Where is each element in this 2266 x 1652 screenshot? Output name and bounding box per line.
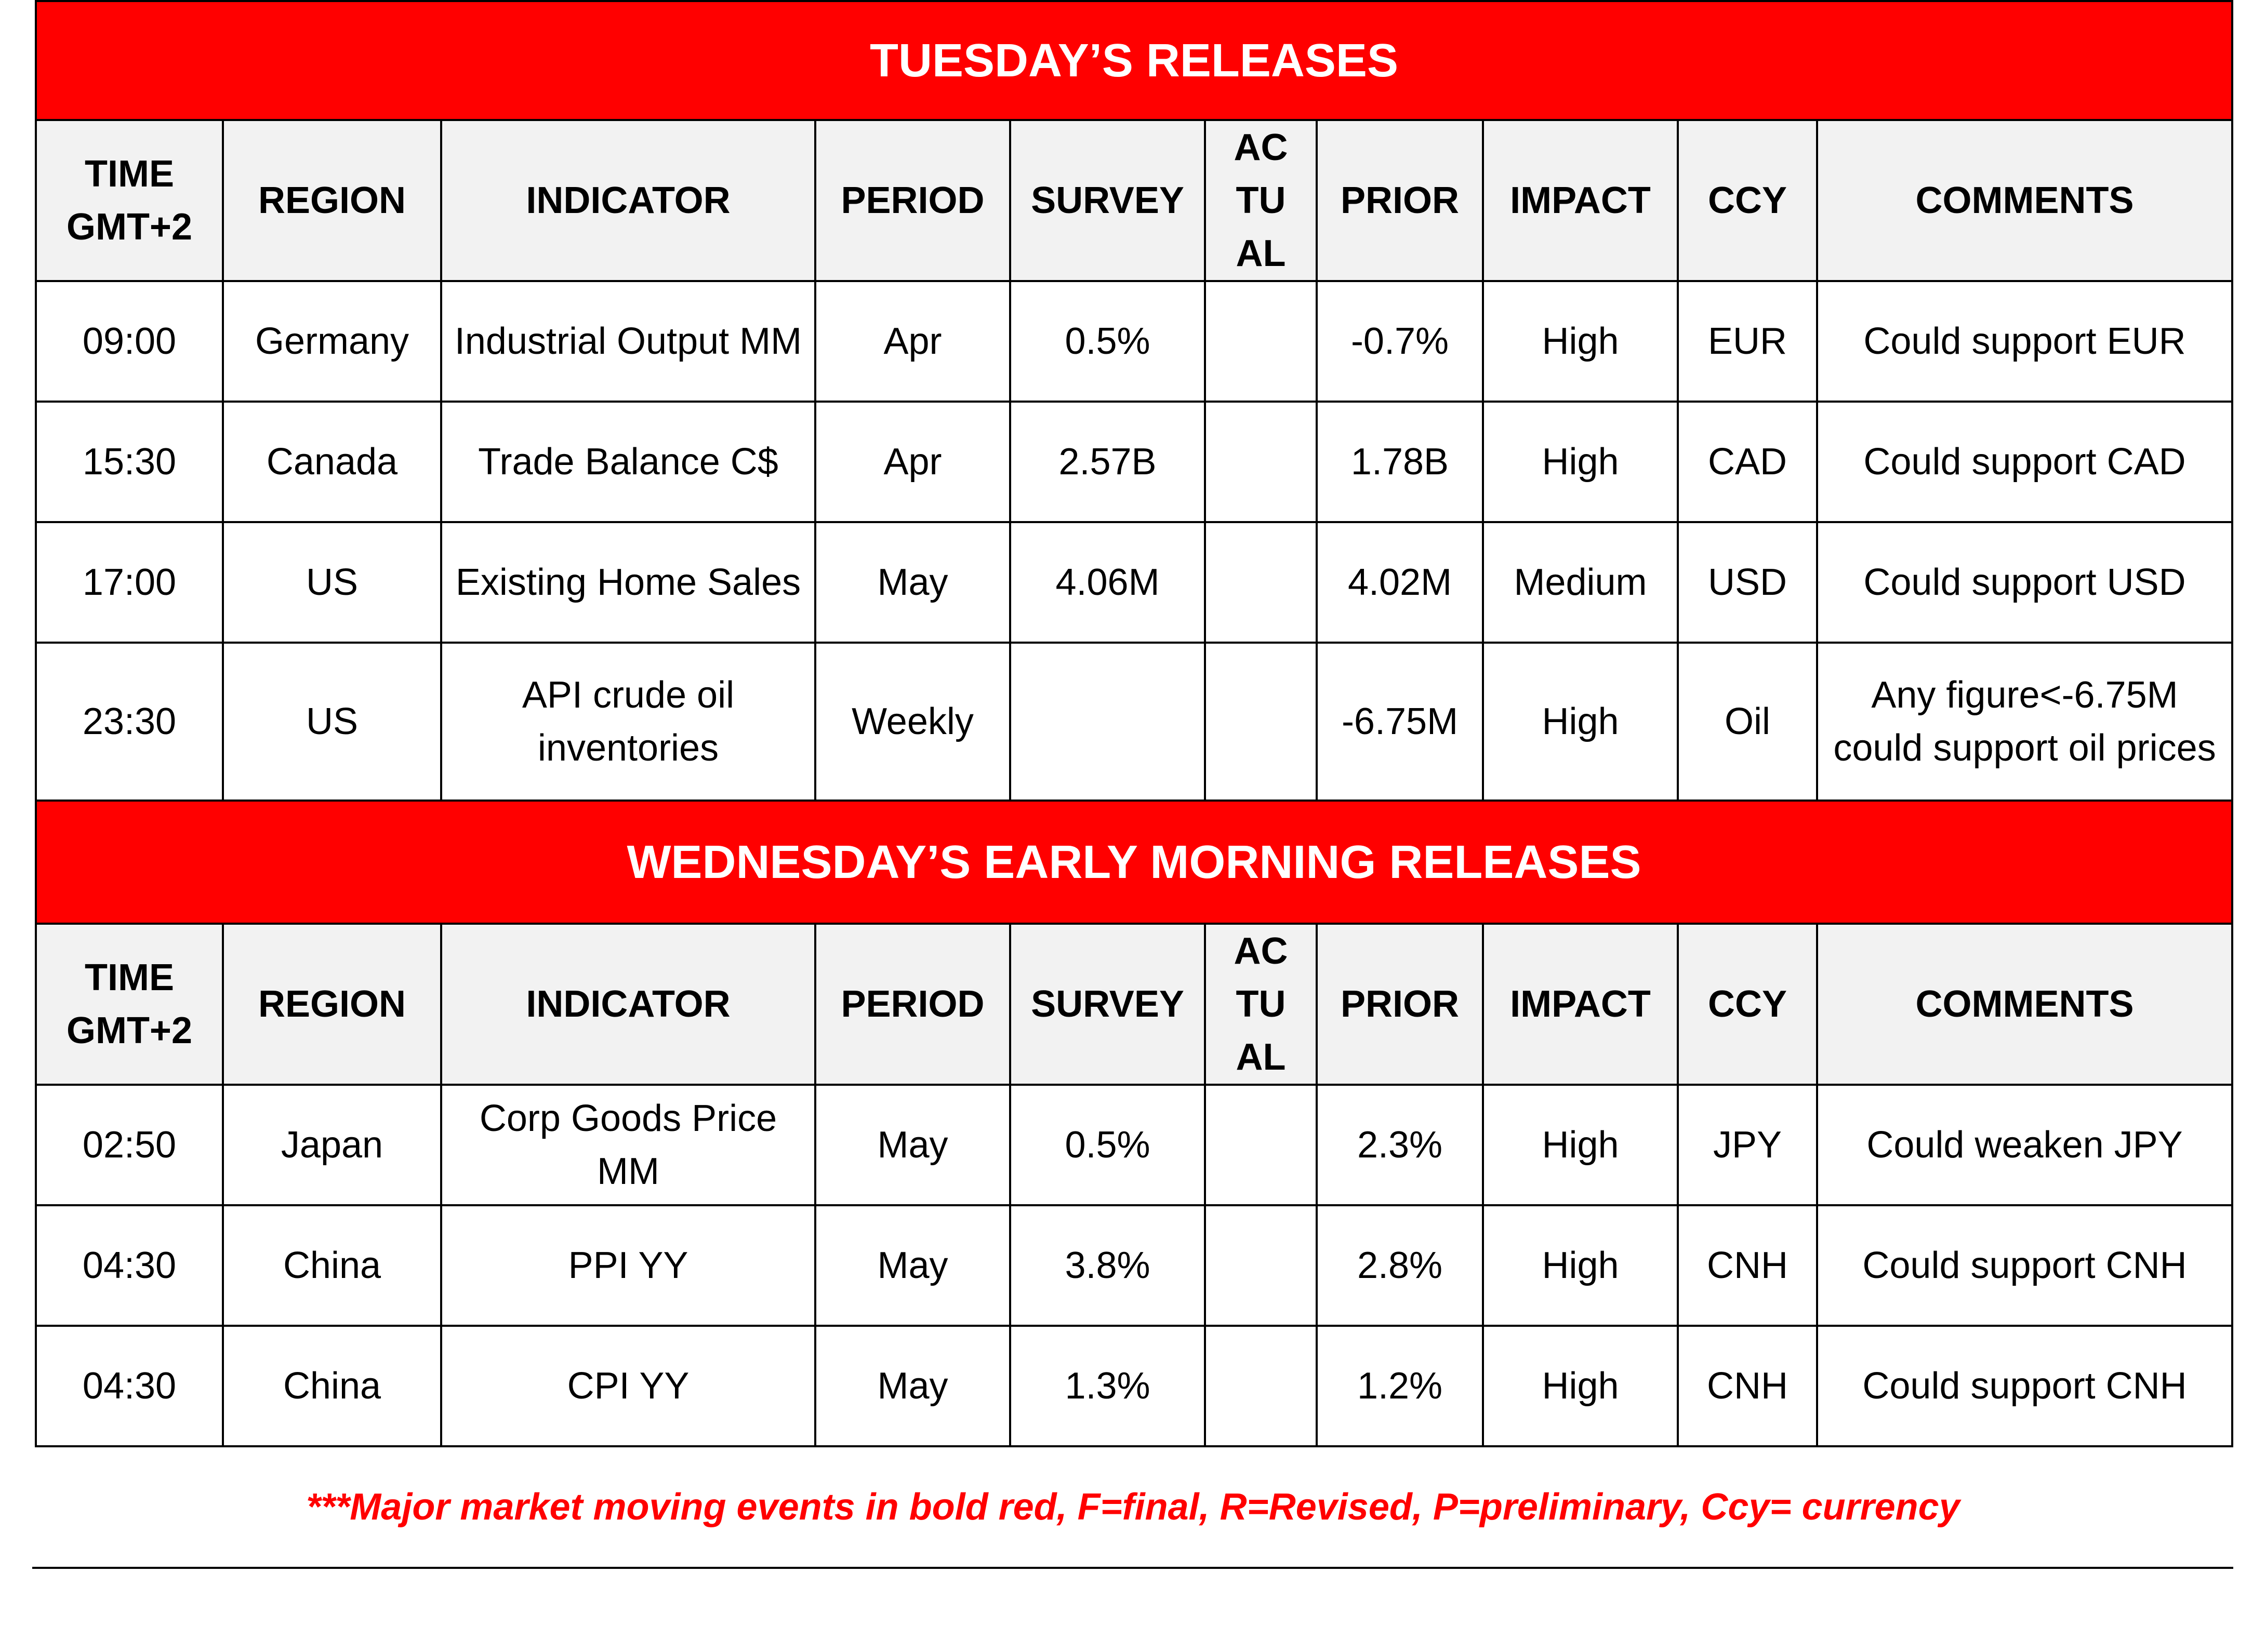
cell-impact: High (1483, 402, 1678, 522)
wednesday-section-title: WEDNESDAY’S EARLY MORNING RELEASES (36, 801, 2232, 924)
cell-comments: Could support USD (1817, 522, 2232, 643)
cell-ccy: EUR (1678, 281, 1817, 402)
table-row (36, 643, 2232, 801)
cell-actual (1205, 1085, 1317, 1205)
cell-impact: High (1483, 281, 1678, 402)
cell-prior: 2.8% (1317, 1205, 1483, 1326)
economic-calendar (35, 0, 2231, 1447)
cell-indicator: API crude oil inventories (441, 643, 815, 801)
header-time: TIME GMT+2 (36, 924, 223, 1085)
cell-time: 04:30 (36, 1326, 223, 1446)
header-region: REGION (223, 120, 441, 281)
cell-time: 17:00 (36, 522, 223, 643)
cell-indicator: Trade Balance C$ (441, 402, 815, 522)
header-indicator: INDICATOR (441, 924, 815, 1085)
cell-indicator: Corp Goods Price MM (441, 1085, 815, 1205)
cell-actual (1205, 1205, 1317, 1326)
cell-period: May (815, 1326, 1010, 1446)
header-comments: COMMENTS (1817, 120, 2232, 281)
cell-indicator: PPI YY (441, 1205, 815, 1326)
cell-survey: 4.06M (1010, 522, 1205, 643)
header-ccy: CCY (1678, 924, 1817, 1085)
header-indicator: INDICATOR (441, 120, 815, 281)
header-impact: IMPACT (1483, 924, 1678, 1085)
cell-actual (1205, 402, 1317, 522)
cell-period: May (815, 1085, 1010, 1205)
cell-impact: High (1483, 643, 1678, 801)
header-comments: COMMENTS (1817, 924, 2232, 1085)
header-ccy: CCY (1678, 120, 1817, 281)
table-row (36, 402, 2232, 522)
cell-ccy: CNH (1678, 1326, 1817, 1446)
cell-comments: Could support CNH (1817, 1326, 2232, 1446)
cell-survey: 0.5% (1010, 281, 1205, 402)
cell-time: 04:30 (36, 1205, 223, 1326)
cell-region: China (223, 1205, 441, 1326)
cell-prior: -6.75M (1317, 643, 1483, 801)
cell-period: May (815, 1205, 1010, 1326)
header-period: PERIOD (815, 120, 1010, 281)
cell-comments: Any figure<-6.75M could support oil prices (1817, 643, 2232, 801)
cell-indicator: CPI YY (441, 1326, 815, 1446)
table-row (36, 281, 2232, 402)
divider (32, 1567, 2233, 1569)
footnote: ***Major market moving events in bold red, F=final, R=Revised, P=preliminary, Ccy= currency (306, 1486, 1960, 1528)
table-row (36, 1205, 2232, 1326)
cell-actual (1205, 522, 1317, 643)
cell-prior: 4.02M (1317, 522, 1483, 643)
cell-indicator: Existing Home Sales (441, 522, 815, 643)
cell-impact: Medium (1483, 522, 1678, 643)
cell-comments: Could support CNH (1817, 1205, 2232, 1326)
cell-actual (1205, 1326, 1317, 1446)
cell-prior: 2.3% (1317, 1085, 1483, 1205)
cell-time: 02:50 (36, 1085, 223, 1205)
header-actual: AC TU AL (1205, 924, 1317, 1085)
cell-period: May (815, 522, 1010, 643)
cell-period: Weekly (815, 643, 1010, 801)
cell-prior: 1.2% (1317, 1326, 1483, 1446)
cell-region: US (223, 522, 441, 643)
cell-comments: Could weaken JPY (1817, 1085, 2232, 1205)
tuesday-header-row (36, 120, 2232, 281)
cell-ccy: CAD (1678, 402, 1817, 522)
wednesday-banner-row (36, 801, 2232, 924)
header-period: PERIOD (815, 924, 1010, 1085)
cell-region: Canada (223, 402, 441, 522)
header-prior: PRIOR (1317, 924, 1483, 1085)
cell-survey: 1.3% (1010, 1326, 1205, 1446)
cell-region: US (223, 643, 441, 801)
cell-time: 09:00 (36, 281, 223, 402)
cell-survey (1010, 643, 1205, 801)
cell-time: 15:30 (36, 402, 223, 522)
cell-region: China (223, 1326, 441, 1446)
cell-actual (1205, 281, 1317, 402)
table-row (36, 1085, 2232, 1205)
cell-survey: 3.8% (1010, 1205, 1205, 1326)
header-survey: SURVEY (1010, 924, 1205, 1085)
header-survey: SURVEY (1010, 120, 1205, 281)
cell-comments: Could support EUR (1817, 281, 2232, 402)
header-prior: PRIOR (1317, 120, 1483, 281)
header-actual: AC TU AL (1205, 120, 1317, 281)
table-row (36, 522, 2232, 643)
cell-region: Germany (223, 281, 441, 402)
cell-survey: 2.57B (1010, 402, 1205, 522)
header-impact: IMPACT (1483, 120, 1678, 281)
table-row (36, 1326, 2232, 1446)
cell-comments: Could support CAD (1817, 402, 2232, 522)
releases-table (35, 0, 2233, 1447)
cell-ccy: CNH (1678, 1205, 1817, 1326)
cell-impact: High (1483, 1085, 1678, 1205)
cell-impact: High (1483, 1326, 1678, 1446)
header-time: TIME GMT+2 (36, 120, 223, 281)
cell-actual (1205, 643, 1317, 801)
cell-impact: High (1483, 1205, 1678, 1326)
cell-ccy: Oil (1678, 643, 1817, 801)
cell-region: Japan (223, 1085, 441, 1205)
tuesday-section-title: TUESDAY’S RELEASES (36, 1, 2232, 120)
cell-prior: -0.7% (1317, 281, 1483, 402)
cell-ccy: USD (1678, 522, 1817, 643)
tuesday-banner-row (36, 1, 2232, 120)
cell-survey: 0.5% (1010, 1085, 1205, 1205)
cell-time: 23:30 (36, 643, 223, 801)
cell-indicator: Industrial Output MM (441, 281, 815, 402)
cell-period: Apr (815, 402, 1010, 522)
wednesday-header-row (36, 924, 2232, 1085)
cell-ccy: JPY (1678, 1085, 1817, 1205)
cell-prior: 1.78B (1317, 402, 1483, 522)
header-region: REGION (223, 924, 441, 1085)
cell-period: Apr (815, 281, 1010, 402)
